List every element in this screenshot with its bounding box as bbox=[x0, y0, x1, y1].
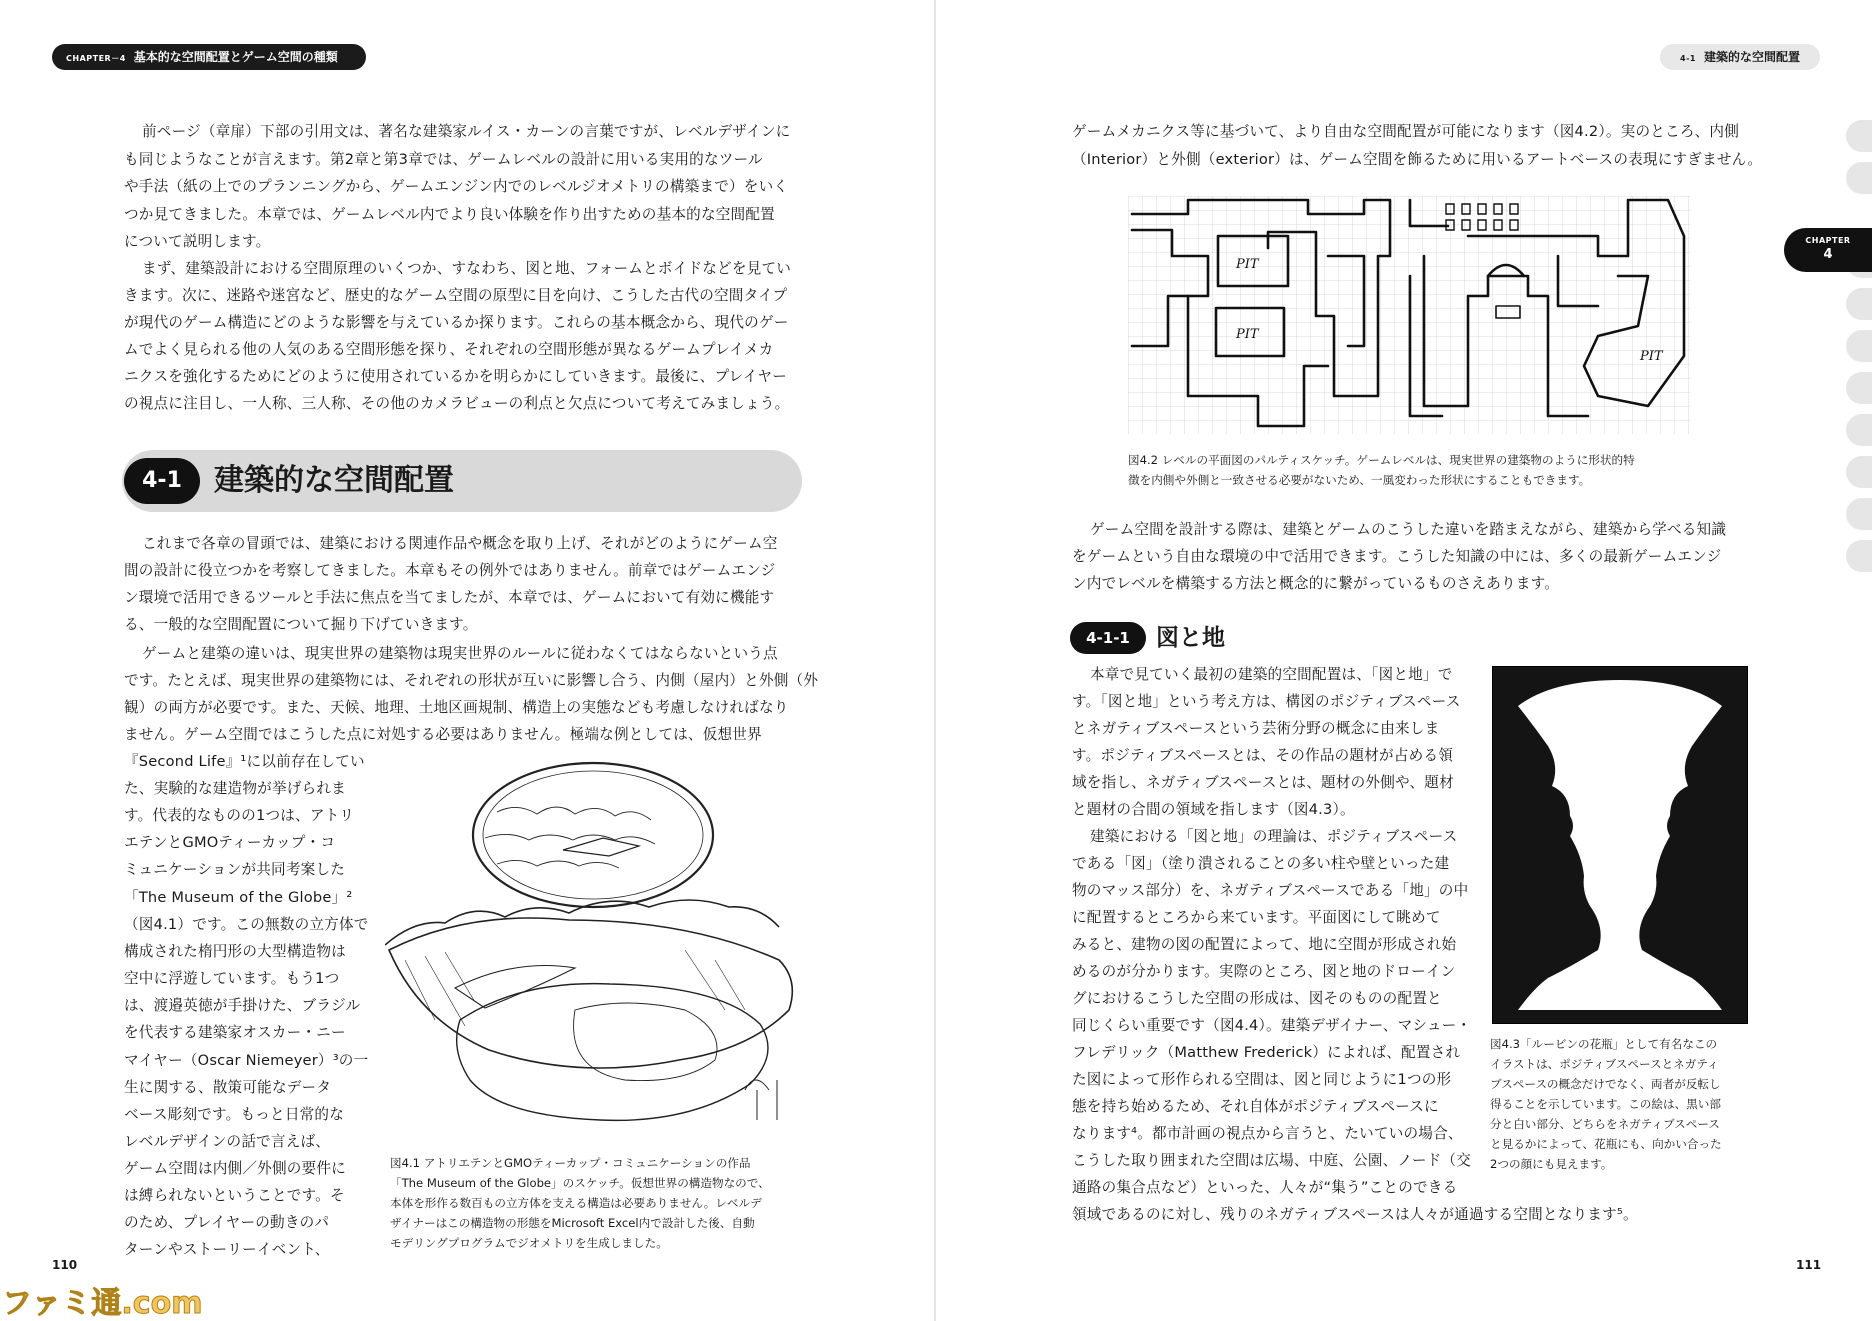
text-line: これまで各章の冒頭では、建築における関連作品や概念を取り上げ、それがどのようにゲーム空 bbox=[142, 535, 778, 552]
pit-label: PIT bbox=[1236, 327, 1259, 342]
text-line: 態を持ち始めるため、それ自体がポジティブスペースに bbox=[1072, 1098, 1439, 1115]
subsection-title: 図と地 bbox=[1156, 625, 1225, 651]
text-line: ベース彫刻です。もっと日常的な bbox=[124, 1106, 345, 1123]
caption-line: 本体を形作る数百もの立方体を支える構造は必要ありません。レベルデ bbox=[390, 1196, 762, 1210]
running-head-number: 4-1 bbox=[1680, 54, 1696, 63]
text-line: や手法（紙の上でのプランニングから、ゲームエンジン内でのレベルジオメトリの構築まで）をいく bbox=[124, 178, 789, 195]
text-line: た、実験的な建造物が挙げられま bbox=[124, 780, 346, 797]
text-line: る、一般的な空間配置について掘り下げていきます。 bbox=[124, 616, 478, 633]
text-line: ゲーム空間を設計する際は、建築とゲームのこうした違いを踏まえながら、建築から学べる知識 bbox=[1090, 521, 1727, 538]
thumb-tab bbox=[1846, 330, 1872, 362]
text-line: めるのが分かります。実際のところ、図と地のドローイン bbox=[1072, 963, 1456, 980]
section-title: 建築的な空間配置 bbox=[214, 463, 454, 498]
caption-line: イラストは、ポジティブスペースとネガティ bbox=[1490, 1057, 1719, 1071]
watermark-logo: ファミ通.com bbox=[2, 1286, 203, 1321]
subsection-number: 4-1-1 bbox=[1070, 622, 1146, 654]
thumb-tab bbox=[1846, 120, 1872, 152]
caption-line: 徴を内側や外側と一致させる必要がないため、一風変わった形状にすることもできます。 bbox=[1128, 473, 1591, 487]
page-number-left: 110 bbox=[52, 1258, 78, 1272]
thumb-tab bbox=[1846, 540, 1872, 572]
text-line: ターンやストーリーイベント、 bbox=[124, 1241, 330, 1258]
caption-line: 得ることを示しています。この絵は、黒い部 bbox=[1490, 1097, 1721, 1111]
text-line: こうした取り囲まれた空間は広場、中庭、公園、ノード（交 bbox=[1072, 1152, 1471, 1169]
text-line: 物のマッス部分）を、ネガティブスペースである「地」の中 bbox=[1072, 882, 1469, 899]
caption-line: 2つの顔にも見えます。 bbox=[1490, 1157, 1613, 1171]
section-number: 4-1 bbox=[124, 458, 200, 504]
text-line: は縛られないということです。そ bbox=[124, 1187, 345, 1204]
text-line: 『Second Life』¹に以前存在してい bbox=[124, 753, 365, 770]
thumb-index-tabs bbox=[1846, 120, 1872, 580]
pit-label: PIT bbox=[1236, 257, 1259, 272]
text-line: も同じようなことが言えます。第2章と第3章では、ゲームレベルの設計に用いる実用的なツール bbox=[124, 151, 763, 168]
thumb-tab bbox=[1846, 288, 1872, 320]
text-line: 領域であるのに対し、残りのネガティブスペースは人々が通過する空間となります⁵。 bbox=[1072, 1206, 1638, 1223]
page-number-right: 111 bbox=[1796, 1258, 1822, 1272]
rubin-vase-illustration bbox=[1492, 666, 1748, 1024]
text-line: 同じくらい重要です（図4.4）。建築デザイナー、マシュー・ bbox=[1072, 1017, 1472, 1034]
running-head-right bbox=[1660, 44, 1820, 70]
caption-line: 「The Museum of the Globe」のスケッチ。仮想世界の構造物なので、 bbox=[390, 1176, 770, 1190]
caption-line: と見るかによって、花瓶にも、向かい合った bbox=[1490, 1137, 1722, 1151]
running-head-left bbox=[52, 44, 366, 70]
text-line: つか見てきました。本章では、ゲームレベル内でより良い体験を作り出すための基本的な空間配置 bbox=[124, 206, 775, 223]
text-line: 通路の集合点など）といった、人々が“集う”ことのできる bbox=[1072, 1179, 1458, 1196]
running-head-title: 建築的な空間配置 bbox=[1703, 50, 1800, 64]
text-line: と題材の合間の領域を指します（図4.3）。 bbox=[1072, 801, 1355, 818]
text-line: ゲーム空間は内側／外側の要件に bbox=[124, 1160, 346, 1177]
thumb-tab bbox=[1846, 414, 1872, 446]
text-line: まず、建築設計における空間原理のいくつか、すなわち、図と地、フォームとボイドなどを見てい bbox=[142, 260, 792, 277]
text-line: 前ページ（章扉）下部の引用文は、著名な建築家ルイス・カーンの言葉ですが、レベルデザインに bbox=[142, 123, 791, 140]
text-line: を代表する建築家オスカー・ニー bbox=[124, 1024, 346, 1041]
thumb-tab bbox=[1846, 372, 1872, 404]
text-line: ません。ゲーム空間ではこうした点に対処する必要はありません。極端な例としては、仮想世界 bbox=[124, 726, 762, 743]
running-head-title: 基本的な空間配置とゲーム空間の種類 bbox=[133, 50, 338, 64]
text-line: です。たとえば、現実世界の建築物には、それぞれの形状が互いに影響し合う、内側（屋内）と外側（外 bbox=[124, 672, 819, 689]
text-line: 域を指し、ネガティブスペースとは、題材の外側や、題材 bbox=[1072, 774, 1454, 791]
caption-line: 分と白い部分、どちらをネガティブスペース bbox=[1490, 1117, 1720, 1131]
chapter-tab-number: 4 bbox=[1823, 247, 1833, 262]
text-line: について説明します。 bbox=[124, 233, 271, 250]
text-line: た図によって形作られる空間は、図と同じように1つの形 bbox=[1072, 1071, 1452, 1088]
text-line: （図4.1）です。この無数の立方体で bbox=[124, 916, 369, 933]
caption-line: 図4.1 アトリエテンとGMOティーカップ・コミュニケーションの作品 bbox=[390, 1156, 751, 1170]
thumb-tab bbox=[1846, 162, 1872, 194]
text-line: 間の設計に役立つかを考察してきました。本章もその例外ではありません。前章ではゲームエンジ bbox=[124, 562, 776, 579]
chapter-tab-label: CHAPTER bbox=[1805, 236, 1851, 245]
text-line: す。「図と地」という考え方は、構図のポジティブスペース bbox=[1072, 693, 1461, 710]
text-line: 「The Museum of the Globe」² bbox=[124, 889, 353, 906]
text-line: マイヤー（Oscar Niemeyer）³の一 bbox=[124, 1052, 369, 1069]
text-line: のため、プレイヤーの動きのパ bbox=[124, 1214, 330, 1231]
text-line: す。代表的なものの1つは、アトリ bbox=[124, 807, 355, 824]
caption-line: ブスペースの概念だけでなく、両者が反転し bbox=[1490, 1077, 1721, 1091]
text-line: が現代のゲーム構造にどのような影響を与えているか探ります。これらの基本概念から、現代のゲー bbox=[124, 314, 789, 331]
text-line: ゲームと建築の違いは、現実世界の建築物は現実世界のルールに従わなくてはならないという点 bbox=[142, 645, 778, 662]
text-line: に配置するところから来ています。平面図にして眺めて bbox=[1072, 909, 1441, 926]
text-line: なります⁴。都市計画の視点から言うと、たいていの場合、 bbox=[1072, 1125, 1463, 1142]
text-line: ミュニケーションが共同考案した bbox=[124, 861, 346, 878]
text-line: 本章で見ていく最初の建築的空間配置は、「図と地」で bbox=[1090, 666, 1453, 683]
thumb-tab bbox=[1846, 498, 1872, 530]
text-line: とネガティブスペースという芸術分野の概念に由来しま bbox=[1072, 720, 1440, 737]
caption-line: ザイナーはこの構造物の形態をMicrosoft Excel内で設計した後、自動 bbox=[390, 1216, 755, 1230]
text-line: 空中に浮遊しています。もう1つ bbox=[124, 970, 340, 987]
chapter-label: CHAPTER－4 bbox=[66, 54, 126, 63]
text-line: きます。次に、迷路や迷宮など、歴史的なゲーム空間の原型に目を向け、こうした古代の空間タイプ bbox=[124, 287, 788, 304]
text-line: 生に関する、散策可能なデータ bbox=[124, 1079, 332, 1096]
text-line: ムでよく見られる他の人気のある空間形態を探り、それぞれの空間形態が異なるゲームプレイメカ bbox=[124, 341, 774, 358]
text-line: の視点に注目し、一人称、三人称、その他のカメラビューの利点と欠点について考えてみましょう。 bbox=[124, 395, 790, 412]
text-line: 構成された楕円形の大型構造物は bbox=[124, 943, 346, 960]
museum-globe-sketch bbox=[385, 760, 805, 1140]
text-line: ン内でレベルを構築する方法と概念的に繋がっているものさえあります。 bbox=[1072, 575, 1560, 592]
text-line: 観）の両方が必要です。また、天候、地理、土地区画規制、構造上の実態なども考慮しなければなり bbox=[124, 699, 789, 716]
text-line: ン環境で活用できるツールと手法に焦点を当てましたが、本章では、ゲームにおいて有効に機能す bbox=[124, 589, 775, 606]
text-line: みると、建物の図の配置によって、地に空間が形成され始 bbox=[1072, 936, 1457, 953]
thumb-tab bbox=[1846, 456, 1872, 488]
text-line: は、渡邉英徳が手掛けた、ブラジル bbox=[124, 997, 361, 1014]
text-line: ニクスを強化するためにどのように使用されているかを明らかにしていきます。最後に、プレイヤー bbox=[124, 368, 788, 385]
caption-line: モデリングプログラムでジオメトリを生成しました。 bbox=[390, 1236, 668, 1250]
text-line: 建築における「図と地」の理論は、ポジティブスペース bbox=[1090, 828, 1458, 845]
text-line: エテンとGMOティーカップ・コ bbox=[124, 834, 336, 851]
text-line: す。ポジティブスペースとは、その作品の題材が占める領 bbox=[1072, 747, 1453, 764]
level-floorplan-sketch bbox=[1128, 196, 1690, 434]
text-line: をゲームという自由な環境の中で活用できます。こうした知識の中には、多くの最新ゲームエンジ bbox=[1072, 548, 1722, 565]
chapter-tab bbox=[1784, 228, 1872, 272]
pit-label: PIT bbox=[1640, 349, 1663, 364]
caption-line: 図4.2 レベルの平面図のパルティスケッチ。ゲームレベルは、現実世界の建築物のように形状的特 bbox=[1128, 453, 1635, 467]
caption-line: 図4.3「ルービンの花瓶」として有名なこの bbox=[1490, 1037, 1718, 1051]
text-line: フレデリック（Matthew Frederick）によれば、配置され bbox=[1072, 1044, 1461, 1061]
text-line: （Interior）と外側（exterior）は、ゲーム空間を飾るために用いるアートベースの表現にすぎません。 bbox=[1072, 151, 1763, 168]
text-line: レベルデザインの話で言えば、 bbox=[124, 1133, 331, 1150]
text-line: グにおけるこうした空間の形成は、図そのものの配置と bbox=[1072, 990, 1442, 1007]
text-line: ゲームメカニクス等に基づいて、より自由な空間配置が可能になります（図4.2）。実のところ、内側 bbox=[1072, 123, 1739, 140]
text-line: である「図」（塗り潰されることの多い柱や壁といった建 bbox=[1072, 855, 1450, 872]
